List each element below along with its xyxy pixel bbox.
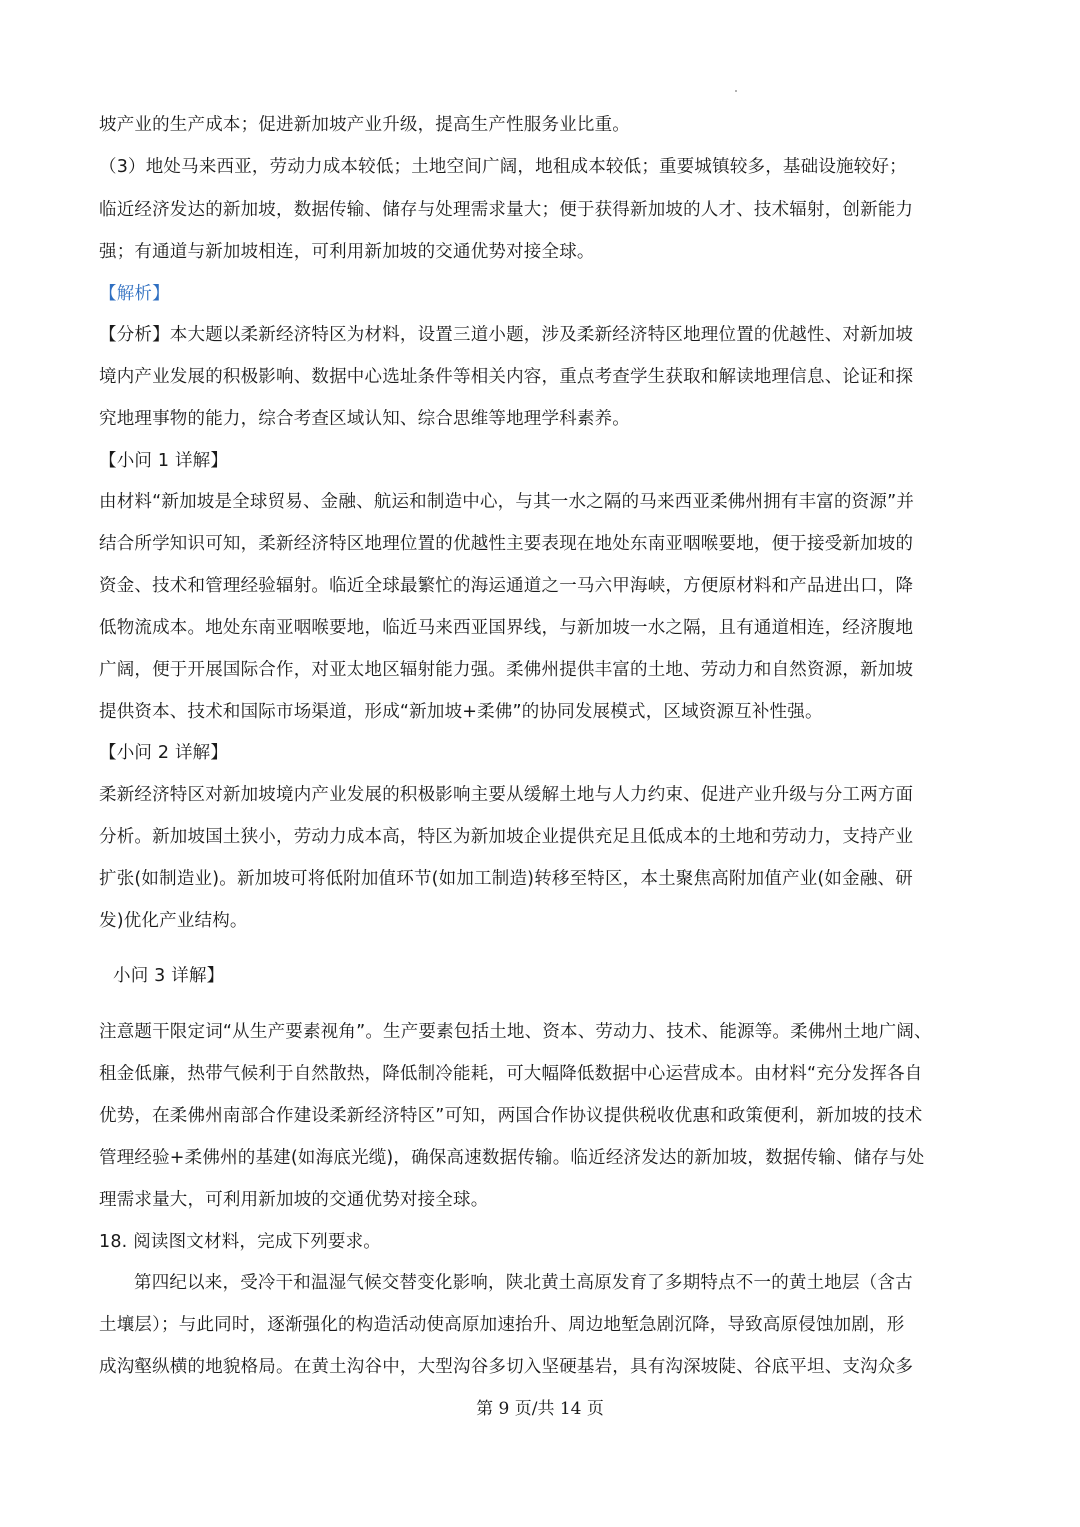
explanation-line: 发)优化产业结构。 <box>99 911 248 931</box>
explanation-line: 资金、技术和管理经验辐射。临近全球最繁忙的海运通道之一马六甲海峡，方便原材料和产品进出口，降 <box>99 576 914 596</box>
explanation-line: 理需求量大，可利用新加坡的交通优势对接全球。 <box>99 1190 489 1210</box>
explanation-line: 结合所学知识可知，柔新经济特区地理位置的优越性主要表现在地处东南亚咽喉要地，便于接受新加坡的 <box>99 534 914 554</box>
question-18-prompt: 18. 阅读图文材料，完成下列要求。 <box>99 1232 381 1252</box>
material-line: 成沟壑纵横的地貌格局。在黄土沟谷中，大型沟谷多切入坚硬基岩，具有沟深坡陡、谷底平坦、支沟众多 <box>99 1357 914 1377</box>
answer-line: 临近经济发达的新加坡，数据传输、储存与处理需求量大；便于获得新加坡的人才、技术辐射，创新能力 <box>99 200 914 220</box>
subquestion-2-heading: 【小问 2 详解】 <box>99 743 229 763</box>
explanation-line: 注意题干限定词“从生产要素视角”。生产要素包括土地、资本、劳动力、技术、能源等。柔佛州土地广阔、 <box>99 1022 932 1042</box>
subquestion-1-heading: 【小问 1 详解】 <box>99 451 229 471</box>
explanation-line: 优势，在柔佛州南部合作建设柔新经济特区”可知，两国合作协议提供税收优惠和政策便利，新加坡的技术 <box>99 1106 923 1126</box>
answer-line: 坡产业的生产成本；促进新加坡产业升级，提高生产性服务业比重。 <box>99 115 630 135</box>
analysis-line: 究地理事物的能力，综合考查区域认知、综合思维等地理学科素养。 <box>99 409 630 429</box>
page-number: 第 9 页/共 14 页 <box>476 1399 604 1419</box>
material-line: 土壤层）；与此同时，逐渐强化的构造活动使高原加速抬升、周边地堑急剧沉降，导致高原侵蚀加剧，形 <box>99 1315 905 1335</box>
subquestion-3-heading: 小问 3 详解】 <box>113 966 225 986</box>
material-line: 第四纪以来，受冷干和温湿气候交替变化影响，陕北黄土高原发育了多期特点不一的黄土地层（含古 <box>134 1273 913 1293</box>
answer-line: （3）地处马来西亚，劳动力成本较低；土地空间广阔，地租成本较低；重要城镇较多，基础设施较好； <box>99 157 907 177</box>
explanation-line: 管理经验+柔佛州的基建(如海底光缆)，确保高速数据传输。临近经济发达的新加坡，数据传输、储存与处 <box>99 1148 925 1168</box>
analysis-line: 【分析】本大题以柔新经济特区为材料，设置三道小题，涉及柔新经济特区地理位置的优越性、对新加坡 <box>99 325 914 345</box>
explanation-line: 由材料“新加坡是全球贸易、金融、航运和制造中心，与其一水之隔的马来西亚柔佛州拥有丰富的资源”并 <box>99 492 915 512</box>
scan-speck <box>735 90 737 92</box>
explanation-line: 柔新经济特区对新加坡境内产业发展的积极影响主要从缓解土地与人力约束、促进产业升级与分工两方面 <box>99 785 914 805</box>
explanation-line: 分析。新加坡国土狭小，劳动力成本高，特区为新加坡企业提供充足且低成本的土地和劳动力，支持产业 <box>99 827 914 847</box>
explanation-line: 提供资本、技术和国际市场渠道，形成“新加坡+柔佛”的协同发展模式，区域资源互补性强。 <box>99 702 823 722</box>
explanation-line: 扩张(如制造业)。新加坡可将低附加值环节(如加工制造)转移至特区，本土聚焦高附加值产业(如金融、研 <box>99 869 913 889</box>
explanation-line: 低物流成本。地处东南亚咽喉要地，临近马来西亚国界线，与新加坡一水之隔，且有通道相连，经济腹地 <box>99 618 914 638</box>
explanation-line: 广阔，便于开展国际合作，对亚太地区辐射能力强。柔佛州提供丰富的土地、劳动力和自然资源，新加坡 <box>99 660 914 680</box>
analysis-line: 境内产业发展的积极影响、数据中心选址条件等相关内容，重点考查学生获取和解读地理信息、论证和探 <box>99 367 914 387</box>
analysis-heading: 【解析】 <box>99 284 170 304</box>
explanation-line: 租金低廉，热带气候利于自然散热，降低制冷能耗，可大幅降低数据中心运营成本。由材料“充分发挥各自 <box>99 1064 923 1084</box>
answer-line: 强；有通道与新加坡相连，可利用新加坡的交通优势对接全球。 <box>99 242 595 262</box>
